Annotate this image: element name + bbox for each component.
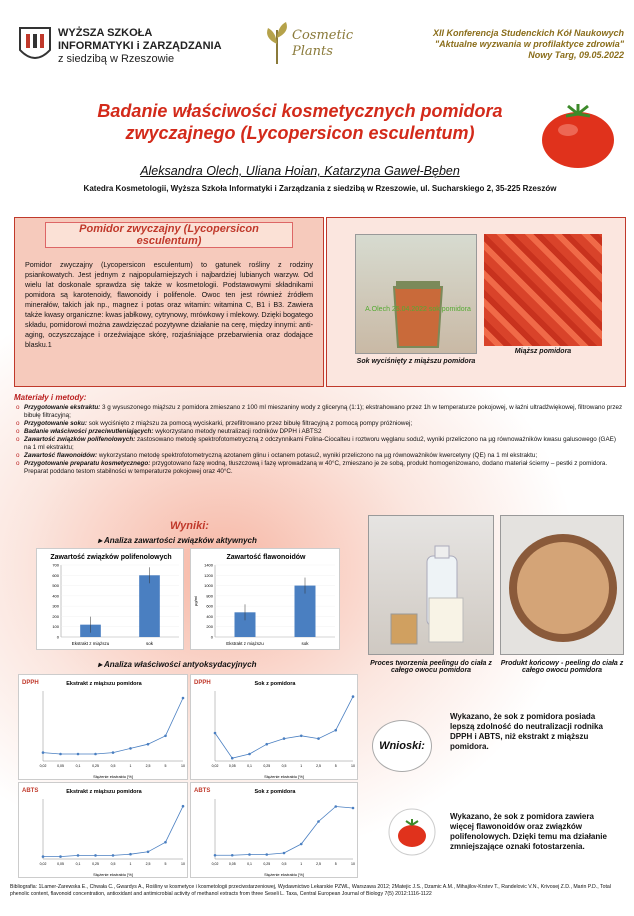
data-point	[112, 751, 115, 754]
x-tick-label: 0,5	[281, 764, 287, 768]
method-item: o Badanie właściwości przeciwutleniających: wykorzystano metody neutralizacji rodników DPPH i ABTS2	[14, 428, 624, 436]
conclusion-1: Wykazano, że sok z pomidora posiada lepszą zdolność do neutralizacji rodnika DPPH i ABTS, niż ekstrakt z miąższu pomidora.	[450, 712, 603, 751]
x-tick-label: 0,02	[39, 862, 47, 866]
chart-tag: DPPH	[22, 680, 39, 686]
chart-title: Sok z pomidora	[254, 789, 296, 795]
chart-title: Ekstrakt z miąższu pomidora	[66, 681, 142, 687]
x-tick-label: 2,5	[316, 764, 321, 768]
y-tick-label: 1200	[204, 572, 213, 578]
pulp-photo	[484, 234, 602, 346]
data-point	[129, 853, 132, 856]
x-tick-label: 2,5	[316, 862, 321, 866]
y-tick-label: 100	[52, 624, 59, 630]
leaf-icon	[262, 20, 292, 66]
data-point	[265, 743, 268, 746]
data-point	[265, 853, 268, 856]
method-item: o Przygotowanie preparatu kosmetycznego: przygotowano fazę wodną, tłuszczową i fazę wprowadzaną w 40°C, zmieszano je ze sobą, produkt homogenizowano, dodano materiał ścierny – pestki z pomidora. Preparat poddano testom stabilności w temperaturze pokojowej oraz 40°C.	[14, 460, 624, 476]
x-tick-label: 0,5	[110, 862, 116, 866]
series-line	[43, 806, 183, 856]
data-point	[352, 695, 355, 698]
conference-info	[414, 28, 624, 61]
final-product-photo	[500, 515, 624, 655]
x-tick-label: 0,05	[228, 764, 236, 768]
affiliation: Katedra Kosmetologii, Wyższa Szkoła Informatyki i Zarządzania z siedzibą w Rzeszowie, ul. Sucharskiego 2, 35-225 Rzeszów	[83, 184, 557, 193]
data-point	[42, 855, 45, 858]
y-tick-label: 1400	[204, 562, 213, 568]
methods-section	[14, 394, 624, 476]
x-tick-label: 5	[334, 862, 337, 866]
y-tick-label: 400	[206, 613, 213, 619]
data-point	[214, 732, 217, 735]
method-item: o Zawartość związków polifenolowych: zastosowano metodę spektrofotometryczną z odczynnikami Folina-Ciocalteu i roztworu węglanu sodu2, wyniki przeliczono na µg równoważników kwasu galusowego (GAE) na 1 ml ekstraktu;	[14, 436, 624, 452]
data-point	[129, 747, 132, 750]
x-tick-label: 0,1	[247, 764, 252, 768]
y-tick-label: 1000	[204, 583, 213, 589]
data-point	[283, 737, 286, 740]
school-seat: z siedzibą w Rzeszowie	[58, 52, 175, 65]
x-tick-label: 0,05	[57, 862, 64, 866]
x-tick-label: 0,5	[281, 862, 287, 866]
conference-theme: "Aktualne wyzwania w profilaktyce zdrowia"	[434, 39, 624, 49]
y-tick-label: 300	[52, 603, 59, 609]
x-tick-label: 1	[300, 862, 303, 866]
method-item: o Zawartość flawonoidów: wykorzystano metodę spektrofotometryczną azotanem glinu i octanem potasu2, wyniki przeliczono na µg równoważników kwercetyny (QE) na 1 ml ekstraktu;	[14, 452, 624, 460]
data-point	[352, 807, 355, 810]
x-label: Stężenie ekstraktu [%]	[264, 774, 304, 779]
jar-icon	[356, 235, 478, 355]
conclusions-label: Wnioski:	[372, 720, 432, 772]
data-point	[317, 820, 320, 823]
y-tick-label: 200	[52, 613, 59, 619]
data-point	[231, 757, 234, 760]
caption-juice: Sok wyciśnięty z miąższu pomidora	[356, 358, 476, 365]
chart-dpph-juice	[190, 674, 358, 780]
chart-title: Ekstrakt z miąższu pomidora	[66, 789, 142, 795]
conference-name: XII Konferencja Studenckich Kół Naukowych	[432, 28, 624, 38]
bar	[139, 575, 160, 637]
x-tick-label: 2,5	[145, 862, 151, 866]
caption-peeling-process: Proces tworzenia peelingu do ciała z całego owocu pomidora	[370, 660, 492, 674]
chart-abts-juice	[190, 782, 358, 878]
caption-pulp: Miąższ pomidora	[514, 348, 572, 355]
chart-tag: DPPH	[194, 680, 211, 686]
data-point	[300, 843, 303, 846]
intro-box	[14, 217, 324, 387]
data-point	[94, 753, 97, 756]
x-tick-label: 5	[334, 764, 337, 768]
data-point	[147, 743, 150, 746]
cosmetic-plants-text: Cosmetic Plants	[292, 28, 354, 59]
data-point	[77, 753, 80, 756]
university-logo	[18, 22, 228, 70]
data-point	[42, 751, 45, 754]
y-tick-label: 0	[210, 634, 213, 640]
data-point	[164, 841, 167, 844]
y-tick-label: 500	[52, 583, 59, 589]
poster-title: Badanie właściwości kosmetycznych pomidora zwyczajnego (Lycopersicon esculentum)	[97, 101, 503, 143]
x-tick-label: 2,5	[145, 764, 151, 768]
data-point	[300, 735, 303, 738]
tomato-small-icon	[388, 808, 436, 856]
school-name: WYŻSZA SZKOŁA	[58, 26, 153, 39]
chart-polyphenols	[36, 548, 184, 650]
conference-date: Nowy Targ, 09.05.2022	[528, 50, 624, 60]
photos-box	[326, 217, 626, 387]
x-tick-label: 0,25	[263, 862, 271, 866]
data-point	[283, 852, 286, 855]
data-point	[334, 729, 337, 732]
data-point	[59, 753, 62, 756]
series-line	[43, 698, 183, 754]
x-tick-label: 1	[300, 764, 303, 768]
x-tick-label: 0,1	[75, 862, 81, 866]
y-label: µg/ml	[193, 596, 198, 606]
chart-dpph-extract	[18, 674, 188, 780]
cosmetic-plants-logo	[262, 20, 372, 70]
x-tick-label: sok	[145, 641, 154, 646]
x-tick-label: 0,02	[39, 764, 47, 768]
y-tick-label: 700	[52, 562, 59, 568]
chart-flavonoids	[190, 548, 340, 650]
x-tick-label: 0,5	[110, 764, 116, 768]
authors: Aleksandra Olech, Uliana Hoian, Katarzyna Gaweł-Bęben	[140, 164, 460, 178]
method-item: o Przygotowanie soku: sok wyciśnięto z miąższu za pomocą wyciskarki, przefiltrowano przez bibułę filtracyjną z pomocą pompy próżniowej;	[14, 420, 624, 428]
juice-photo	[355, 234, 477, 354]
intro-heading: Pomidor zwyczajny (Lycopersicon esculentum)	[45, 222, 293, 248]
chart-tag: ABTS	[22, 788, 39, 794]
x-tick-label: 1	[129, 862, 132, 866]
data-point	[248, 753, 251, 756]
x-tick-label: 0,05	[57, 764, 64, 768]
x-tick-label: 10	[181, 862, 185, 866]
x-tick-label: sok	[301, 641, 309, 646]
data-point	[182, 805, 185, 808]
data-point	[182, 697, 185, 700]
bowl-icon	[501, 516, 625, 656]
data-point	[164, 735, 167, 738]
data-point	[77, 854, 80, 857]
x-tick-label: 0,02	[211, 764, 219, 768]
chart-title: Zawartość związków polifenolowych	[50, 554, 172, 561]
x-label: Stężenie ekstraktu [%]	[264, 872, 304, 877]
method-item: o Przygotowanie ekstraktu: 3 g wysuszonego miąższu z pomidora zmieszano z 100 ml mieszaniny wody z gliceryną (1:1); ekstrahowano przez 1h w temperaturze pokojowej, w łaźni ultradźwiękowej, filtrowano przez bibułę filtracyjną;	[14, 404, 624, 420]
bibliography: Bibliografia: 1Lamer-Zarewska E., Chwała C., Gwardys A., Rośliny w kosmetyce i kosmetologii przeciwstarzeniowej, Wydawnictwo Lekarskie PZWL, Warszawa 2012; 2Matejic J.S., Dzamic A.M., Mihajilov-Krstev T., Randelovic V.N., Krivosej Z.D., Marin P.D., Total phenolic content, flavonoid concentration, antioxidant and antimicrobial activity of methanol extracts from three Seseli L. Taxa, Central European Journal of Biology 7(5) 2012:1116-1122	[10, 884, 611, 897]
chart-title: Zawartość flawonoidów	[226, 554, 306, 561]
chart-title: Sok z pomidora	[254, 681, 296, 687]
x-tick-label: 0,1	[75, 764, 81, 768]
y-tick-label: 600	[206, 603, 213, 609]
x-tick-label: Ekstrakt z miąższu	[71, 641, 110, 646]
x-tick-label: 10	[351, 862, 355, 866]
bottle-icon	[369, 516, 495, 656]
series-line	[215, 807, 353, 856]
x-tick-label: 5	[164, 862, 167, 866]
intro-text: Pomidor zwyczajny (Lycopersicon esculentum) to gatunek rośliny z rodziny psiankowatych. Jest jednym z najpopularniejszych i najbardziej lubianych warzyw. Od wielu lat doskonale sprawdza się także w kosmetologii. Podstawowymi składnikami pomidora są karotenoidy, flawonoidy i polifenole. Owoc ten jest również źródłem minerałów, takich jak np., magnez i potas oraz witamin: witamina C, B1 i B3. Zawiera także kwasy organiczne: kwas jabłkowy, cytrynowy, mrówkowy i mlekowy. Dzięki bogatego składu, pomidorowi można zawdzięczać pozytywne działanie na cerę, między innymi: anti-aging, oczyszczające i orzeźwiające skórę, rozjaśniające przebarwienia oraz dodające blasku.1	[25, 260, 313, 349]
series-line	[215, 697, 353, 759]
data-point	[214, 854, 217, 857]
x-tick-label: 5	[164, 764, 167, 768]
y-tick-label: 600	[52, 572, 59, 578]
data-point	[147, 851, 150, 854]
x-tick-label: 10	[351, 764, 355, 768]
section-antioxidant: ▸ Analiza właściwości antyoksydacyjnych	[98, 660, 257, 669]
data-point	[334, 805, 337, 808]
data-point	[59, 855, 62, 858]
x-tick-label: 10	[181, 764, 185, 768]
y-tick-label: 200	[206, 624, 213, 630]
results-heading: Wyniki:	[170, 520, 209, 532]
x-tick-label: 0,25	[92, 764, 99, 768]
conclusion-2: Wykazano, że sok z pomidora zawiera więcej flawonoidów oraz związków polifenolowych. Dzięki temu ma działanie zmniejszające oznaki fotostarzenia.	[450, 812, 607, 851]
x-tick-label: 0,02	[211, 862, 219, 866]
peeling-process-photo	[368, 515, 494, 655]
x-tick-label: 0,25	[263, 764, 271, 768]
y-tick-label: 800	[206, 593, 213, 599]
data-point	[317, 737, 320, 740]
x-tick-label: 1	[129, 764, 132, 768]
x-tick-label: 0,05	[228, 862, 236, 866]
data-point	[231, 854, 234, 857]
x-label: Stężenie ekstraktu [%]	[93, 774, 133, 779]
x-tick-label: 0,1	[247, 862, 252, 866]
jar-label: A.Olech 25.04.2022 sok pomidora	[365, 306, 471, 313]
methods-heading: Materiały i metody:	[14, 393, 87, 402]
data-point	[248, 853, 251, 856]
chart-abts-extract	[18, 782, 188, 878]
data-point	[112, 854, 115, 857]
tomato-icon	[538, 100, 618, 170]
y-tick-label: 400	[52, 593, 59, 599]
y-tick-label: 0	[56, 634, 59, 640]
caption-final-product: Produkt końcowy - peeling do ciała z całego owocu pomidora	[500, 660, 624, 674]
section-active-compounds: ▸ Analiza zawartości związków aktywnych	[98, 536, 257, 545]
x-label: Stężenie ekstraktu [%]	[93, 872, 133, 877]
x-tick-label: Ekstrakt z miąższu	[226, 641, 264, 646]
x-tick-label: 0,25	[92, 862, 99, 866]
chart-tag: ABTS	[194, 788, 211, 794]
university-crest-icon	[18, 26, 52, 66]
data-point	[94, 854, 97, 857]
school-name-2: INFORMATYKI i ZARZĄDZANIA	[58, 39, 222, 52]
